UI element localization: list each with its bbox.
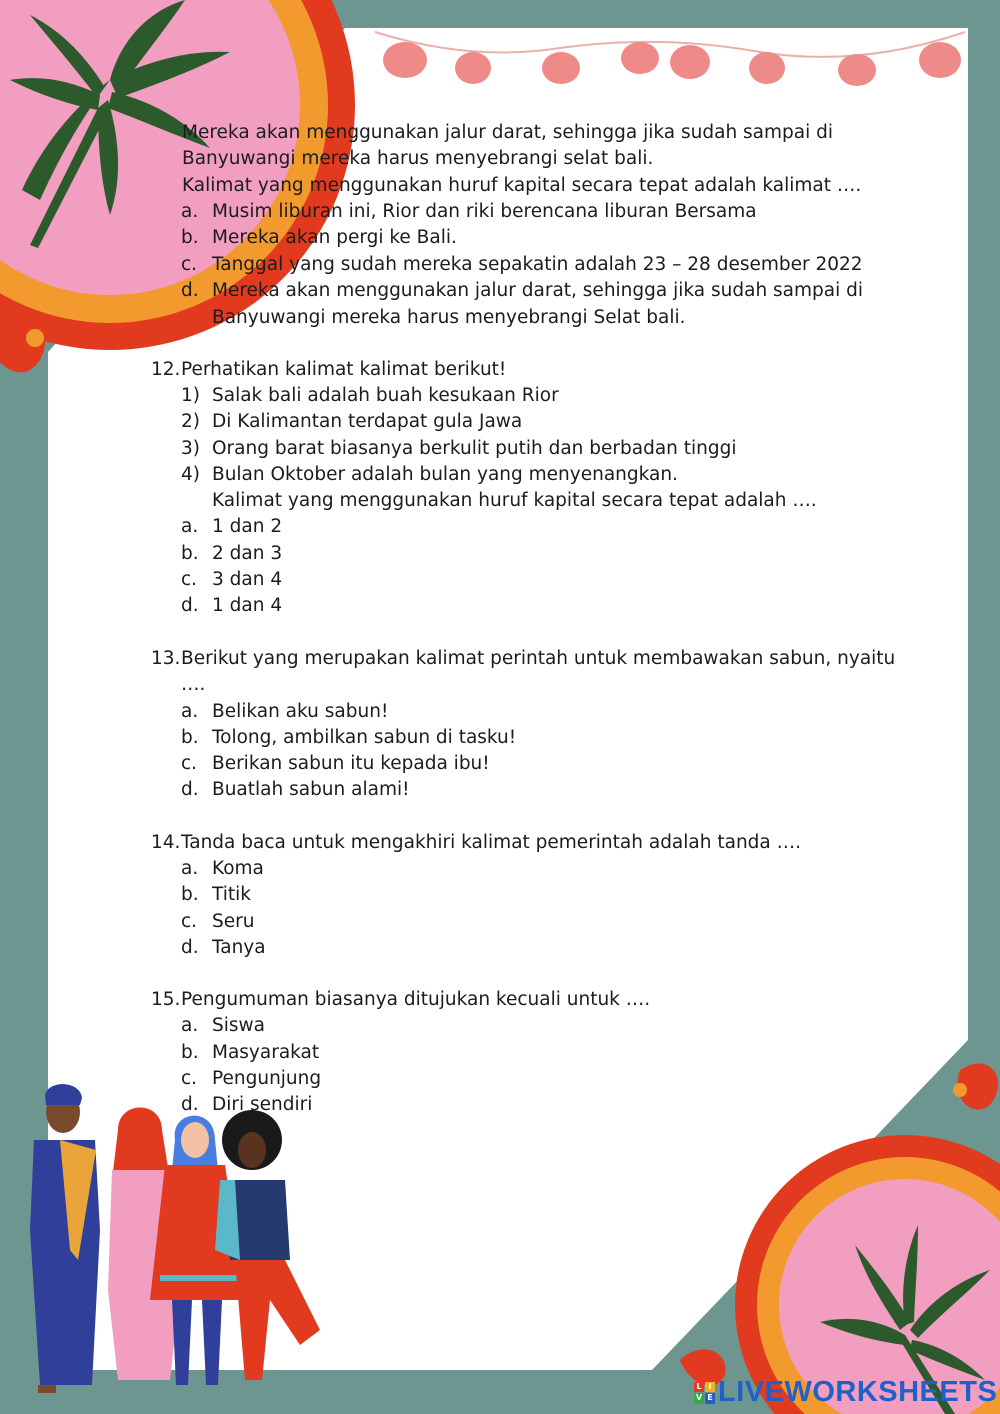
statement-text: Di Kalimantan terdapat gula Jawa xyxy=(212,411,523,432)
statement-label: 4) xyxy=(181,464,200,485)
option-text[interactable]: 3 dan 4 xyxy=(212,569,283,590)
logo-letter: V xyxy=(695,1393,703,1402)
option-label: c. xyxy=(181,753,198,774)
option-text[interactable]: Koma xyxy=(212,858,264,879)
option-text[interactable]: Titik xyxy=(212,884,251,905)
option-label: c. xyxy=(181,569,198,590)
brand-name: LIVEWORKSHEETS xyxy=(718,1376,998,1408)
liveworksheets-brand[interactable] xyxy=(694,1376,997,1409)
option-label: a. xyxy=(181,516,199,537)
option-label: c. xyxy=(181,911,198,932)
option-text[interactable]: Tanya xyxy=(212,937,266,958)
option-text[interactable]: Masyarakat xyxy=(212,1042,320,1063)
question-number: 12. xyxy=(151,359,181,380)
option-label: a. xyxy=(181,701,199,722)
intro-sentence-line-1: Mereka akan menggunakan jalur darat, sehingga jika sudah sampai di xyxy=(182,122,834,143)
option-text[interactable]: Seru xyxy=(212,911,255,932)
option-text[interactable]: Tanggal yang sudah mereka sepakatin adalah 23 – 28 desember 2022 xyxy=(212,254,863,275)
intro-question: Kalimat yang menggunakan huruf kapital secara tepat adalah kalimat …. xyxy=(182,175,862,196)
option-label: d. xyxy=(181,937,199,958)
option-label: c. xyxy=(181,254,198,275)
option-text[interactable]: Siswa xyxy=(212,1015,265,1036)
option-text[interactable]: Mereka akan pergi ke Bali. xyxy=(212,227,457,248)
logo-letter: E xyxy=(705,1393,715,1404)
statement-text: Bulan Oktober adalah bulan yang menyenangkan. xyxy=(212,464,678,485)
option-text[interactable]: Tolong, ambilkan sabun di tasku! xyxy=(212,727,517,748)
question-text: Pengumuman biasanya ditujukan kecuali untuk …. xyxy=(181,989,651,1010)
option-text-continued[interactable]: Banyuwangi mereka harus menyebrangi Selat bali. xyxy=(212,307,686,328)
option-text[interactable]: 1 dan 2 xyxy=(212,516,283,537)
intro-sentence-line-2: Banyuwangi mereka harus menyebrangi selat bali. xyxy=(182,148,654,169)
option-label: c. xyxy=(181,1068,198,1089)
question-text-continued: …. xyxy=(181,674,206,695)
question-text: Berikut yang merupakan kalimat perintah untuk membawakan sabun, nyaitu xyxy=(181,648,896,669)
option-label: a. xyxy=(181,1015,199,1036)
liveworksheets-logo-icon xyxy=(694,1382,714,1404)
option-label: b. xyxy=(181,1042,199,1063)
logo-letter: I xyxy=(705,1382,715,1393)
option-label: b. xyxy=(181,884,199,905)
option-label: b. xyxy=(181,727,199,748)
statement-text: Salak bali adalah buah kesukaan Rior xyxy=(212,385,559,406)
option-text[interactable]: Pengunjung xyxy=(212,1068,322,1089)
option-label: d. xyxy=(181,280,199,301)
logo-letter: L xyxy=(694,1382,704,1393)
question-text: Tanda baca untuk mengakhiri kalimat pemerintah adalah tanda …. xyxy=(181,832,802,853)
question-prompt: Kalimat yang menggunakan huruf kapital secara tepat adalah …. xyxy=(212,490,817,511)
question-text: Perhatikan kalimat kalimat berikut! xyxy=(181,359,507,380)
option-text[interactable]: Musim liburan ini, Rior dan riki berencana liburan Bersama xyxy=(212,201,757,222)
option-text[interactable]: Diri sendiri xyxy=(212,1094,313,1115)
option-label: d. xyxy=(181,1094,199,1115)
option-label: b. xyxy=(181,543,199,564)
question-number: 14. xyxy=(151,832,181,853)
statement-label: 3) xyxy=(181,438,200,459)
statement-label: 2) xyxy=(181,411,200,432)
option-text[interactable]: 1 dan 4 xyxy=(212,595,283,616)
option-text[interactable]: Belikan aku sabun! xyxy=(212,701,389,722)
option-text[interactable]: Buatlah sabun alami! xyxy=(212,779,410,800)
option-label: d. xyxy=(181,779,199,800)
option-text[interactable]: Mereka akan menggunakan jalur darat, sehingga jika sudah sampai di xyxy=(212,280,864,301)
statement-label: 1) xyxy=(181,385,200,406)
question-number: 15. xyxy=(151,989,181,1010)
option-text[interactable]: 2 dan 3 xyxy=(212,543,283,564)
option-label: b. xyxy=(181,227,199,248)
statement-text: Orang barat biasanya berkulit putih dan berbadan tinggi xyxy=(212,438,737,459)
option-text[interactable]: Berikan sabun itu kepada ibu! xyxy=(212,753,490,774)
option-label: a. xyxy=(181,858,199,879)
option-label: a. xyxy=(181,201,199,222)
question-number: 13. xyxy=(151,648,181,669)
option-label: d. xyxy=(181,595,199,616)
